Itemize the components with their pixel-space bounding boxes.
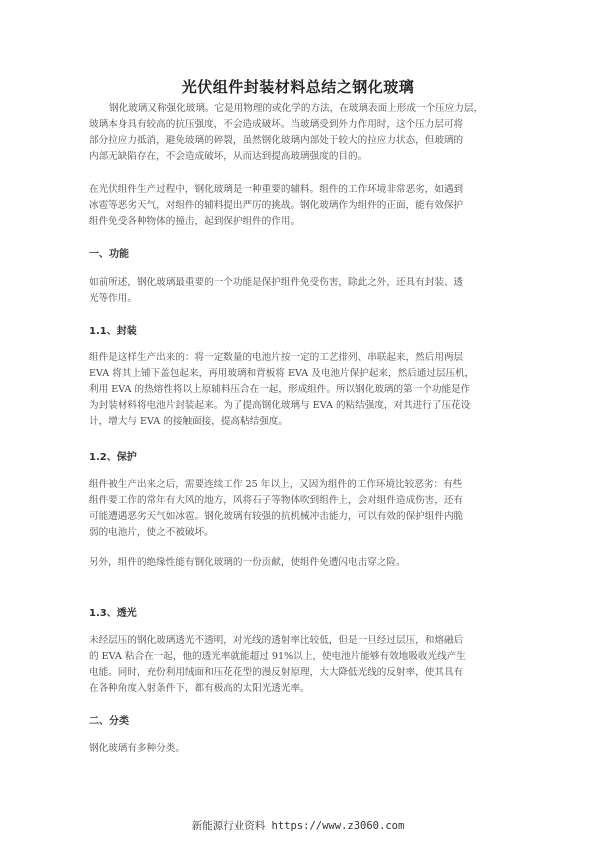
intro-paragraph-2 bbox=[89, 182, 509, 230]
text-line: 钢化玻璃有多种分类。 bbox=[89, 743, 185, 754]
page-footer bbox=[0, 818, 596, 833]
section-heading-classification: 二、分类 bbox=[89, 716, 129, 727]
section-heading-transmittance: 1.3、透光 bbox=[89, 608, 137, 619]
text-line: 可能遭遇恶劣天气如冰雹。钢化玻璃有较强的抗机械冲击能力，可以有效的保护组件内脆 bbox=[89, 511, 464, 522]
text-line: 另外，组件的绝缘性能有钢化玻璃的一份贡献，使组件免遭闪电击穿之险。 bbox=[89, 557, 406, 568]
section-heading-protection: 1.2、保护 bbox=[89, 452, 137, 463]
text-line: 组件被生产出来之后，需要连续工作 25 年以上，又因为组件的工作环境比较恶劣：有些 bbox=[89, 479, 463, 490]
classification-paragraph bbox=[89, 741, 509, 757]
section-heading-encapsulation: 1.1、封装 bbox=[89, 326, 137, 337]
protection-paragraph bbox=[89, 477, 509, 541]
text-line: 的 EVA 粘合在一起，他的透光率就能超过 91%以上，使电池片能够有效地吸收光线产生 bbox=[89, 651, 466, 662]
text-line: 组件要工作的常年有大风的地方，风将石子等物体吹到组件上，会对组件造成伤害，还有 bbox=[89, 495, 464, 506]
text-line: 组件免受各种物体的撞击，起到保护组件的作用。 bbox=[89, 216, 301, 227]
text-line: 电能。同时，充份利用绒面和压花花型的漫反射原理，大大降低光线的反射率，使其具有 bbox=[89, 667, 464, 678]
text-line: EVA 将其上铺下盖包起来，再用玻璃和背板将 EVA 及电池片保护起来，然后通过层压机， bbox=[89, 368, 475, 379]
text-line: 钢化玻璃又称强化玻璃。它是用物理的或化学的方法，在玻璃表面上形成一个压应力层， bbox=[109, 103, 484, 114]
text-line: 在各种角度入射条件下，都有极高的太阳光透光率。 bbox=[89, 683, 310, 694]
footer-url[interactable]: https://www.z3060.com bbox=[271, 820, 405, 832]
encapsulation-paragraph bbox=[89, 350, 509, 430]
document-title: 光伏组件封装材料总结之钢化玻璃 bbox=[181, 78, 415, 96]
text-line: 组件是这样生产出来的：将一定数量的电池片按一定的工艺排列、串联起来，然后用两层 bbox=[89, 352, 464, 363]
function-paragraph bbox=[89, 275, 509, 307]
footer-label: 新能源行业资料 bbox=[191, 820, 266, 832]
text-line: 利用 EVA 的热熔性将以上原辅料压合在一起，形成组件。所以钢化玻璃的第一个功能是作 bbox=[89, 384, 471, 395]
text-line: 玻璃本身具有较高的抗压强度，不会造成破坏。当玻璃受到外力作用时，这个压力层可将 bbox=[89, 119, 464, 130]
text-line: 部分拉应力抵消，避免玻璃的碎裂，虽然钢化玻璃内部处于较大的拉应力状态，但玻璃的 bbox=[89, 135, 464, 146]
text-line: 计，增大与 EVA 的接触面接，提高粘结强度。 bbox=[89, 416, 288, 427]
transmittance-paragraph bbox=[89, 633, 509, 697]
text-line: 冰雹等恶劣天气，对组件的辅料提出严厉的挑战。钢化玻璃作为组件的正面，能有效保护 bbox=[89, 200, 464, 211]
text-line: 内部无缺陷存在，不会造成破坏，从而达到提高玻璃强度的目的。 bbox=[89, 151, 368, 162]
text-line: 在光伏组件生产过程中，钢化玻璃是一种重要的辅料。组件的工作环境非常恶劣，如遇到 bbox=[89, 184, 464, 195]
text-line: 如前所述，钢化玻璃最重要的一个功能是保护组件免受伤害，除此之外，还具有封装、透 bbox=[89, 277, 464, 288]
protection-paragraph-2 bbox=[89, 555, 509, 571]
section-heading-function: 一、功能 bbox=[89, 249, 129, 260]
text-line: 未经层压的钢化玻璃透光不透明，对光线的透射率比较低，但是一旦经过层压，和熔融后 bbox=[89, 635, 464, 646]
text-line: 为封装材料将电池片封装起来。为了提高钢化玻璃与 EVA 的粘结强度，对其进行了压花设 bbox=[89, 400, 471, 411]
text-line: 光等作用。 bbox=[89, 293, 137, 304]
text-line: 弱的电池片，使之不被破坏。 bbox=[89, 527, 214, 538]
intro-paragraph-1 bbox=[89, 101, 509, 165]
